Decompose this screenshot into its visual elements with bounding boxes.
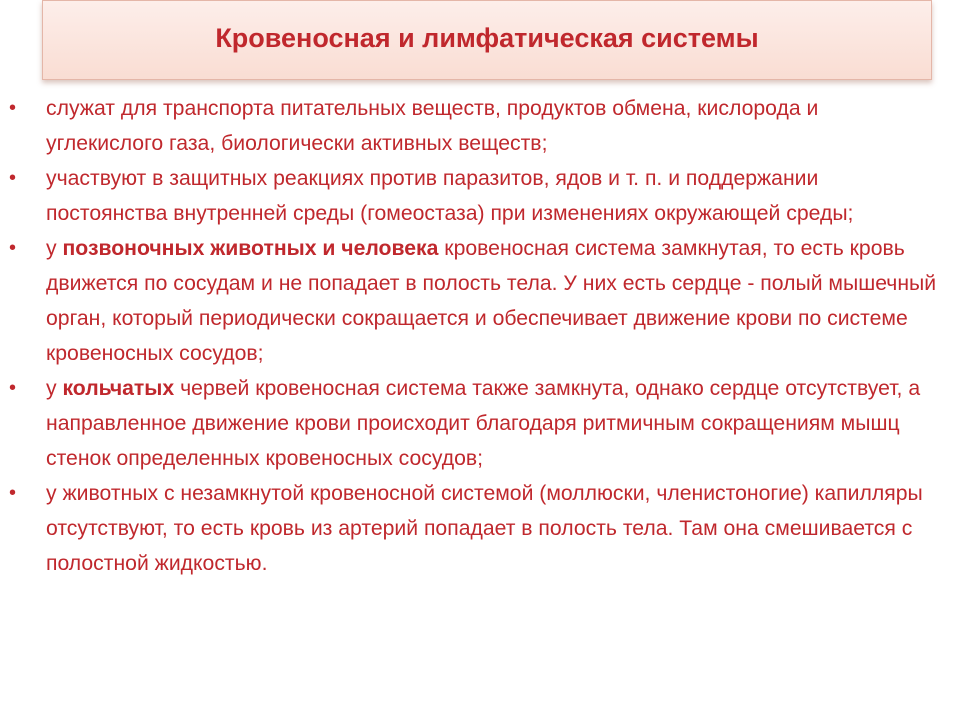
bullet-text-prefix: у xyxy=(46,237,63,260)
bullet-list xyxy=(0,91,960,581)
bullet-text-suffix: червей кровеносная система также замкнута, однако сердце отсутствует, а направленное движение крови происходит благодаря ритмичным сокращениям мышц стенок определенных кровеносных сосудов; xyxy=(46,377,921,470)
slide-title: Кровеносная и лимфатическая системы xyxy=(215,22,759,53)
bullet-dot-icon: • xyxy=(9,97,17,119)
slide-title-box xyxy=(42,0,932,80)
bullet-item-1 xyxy=(0,91,960,161)
bullet-text: участвуют в защитных реакциях против паразитов, ядов и т. п. и поддержании постоянства внутренней среды (гомеостаза) при изменениях окружающей среды; xyxy=(46,167,854,225)
bullet-text-prefix: у xyxy=(46,377,63,400)
bullet-text: служат для транспорта питательных веществ, продуктов обмена, кислорода и углекислого газа, биологически активных веществ; xyxy=(46,97,819,155)
bullet-item-5 xyxy=(0,476,960,581)
bullet-item-4 xyxy=(0,371,960,476)
bullet-emphasis: позвоночных животных и человека xyxy=(62,237,439,260)
bullet-emphasis: кольчатых xyxy=(62,377,175,400)
bullet-item-3 xyxy=(0,231,960,371)
bullet-text: у животных с незамкнутой кровеносной системой (моллюски, членистоногие) капилляры отсутствуют, то есть кровь из артерий попадает в полость тела. Там она смешивается с полостной жидкостью. xyxy=(46,482,923,575)
bullet-dot-icon: • xyxy=(9,482,17,504)
bullet-item-2 xyxy=(0,161,960,231)
bullet-dot-icon: • xyxy=(9,167,17,189)
bullet-text-suffix: кровеносная система замкнутая, то есть кровь движется по сосудам и не попадает в полость тела. У них есть сердце - полый мышечный орган, который периодически сокращается и обеспечивает движение крови по системе кровеносных сосудов; xyxy=(46,237,937,365)
bullet-dot-icon: • xyxy=(9,377,17,399)
bullet-dot-icon: • xyxy=(9,237,17,259)
